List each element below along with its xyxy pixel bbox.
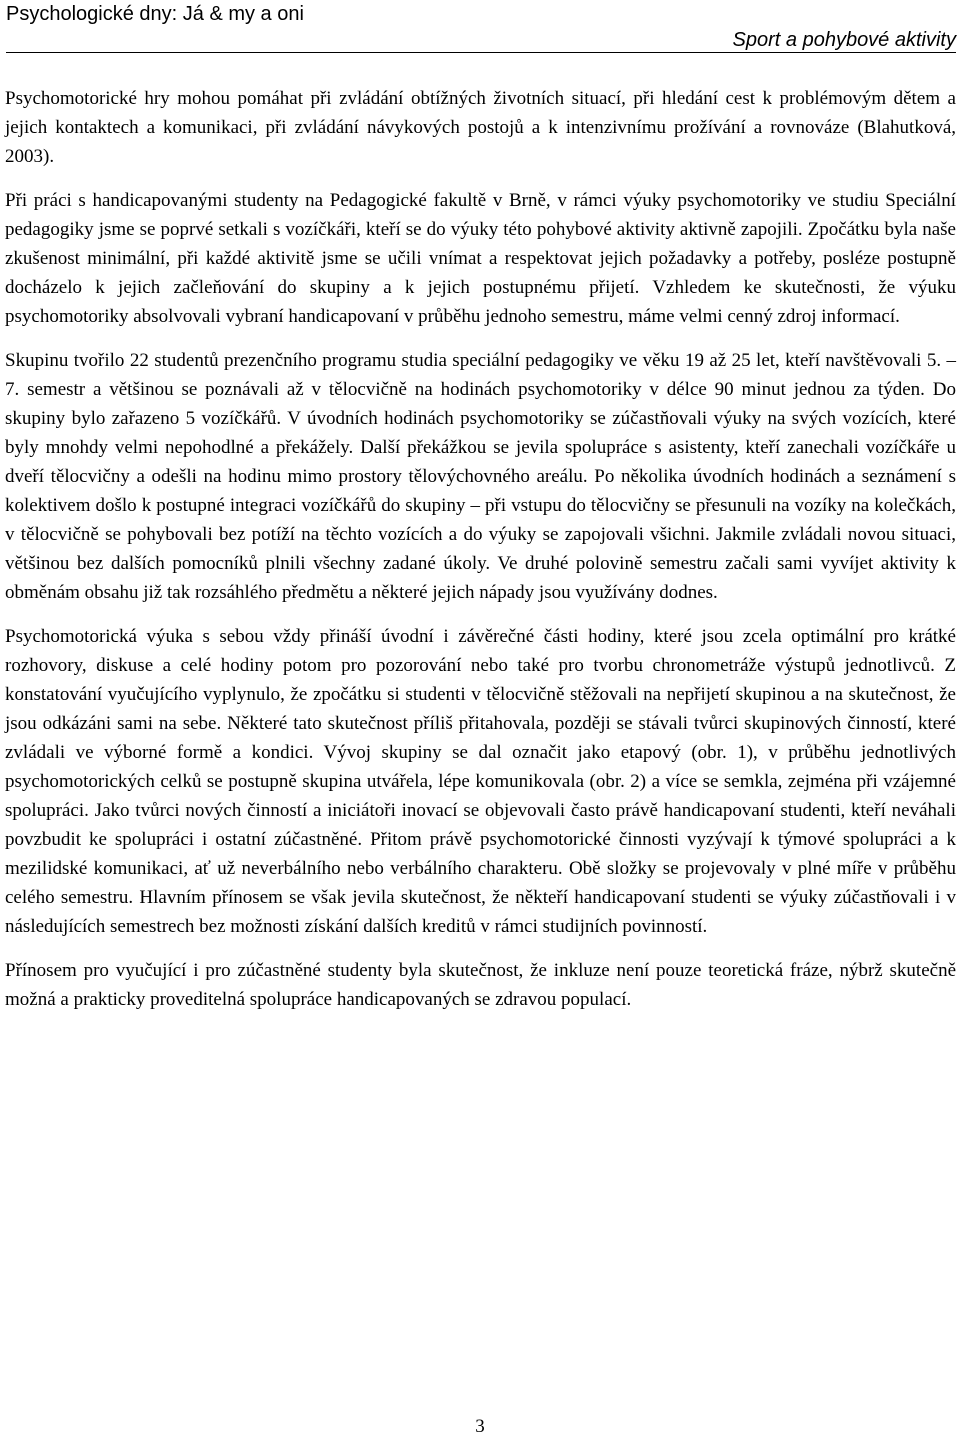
publication-title: Psychologické dny: Já & my a oni [6,3,304,25]
page-number: 3 [475,1416,485,1437]
paragraph-conclusion: Přínosem pro vyučující i pro zúčastněné studenty byla skutečnost, že inkluze není pouze teoretická fráze, nýbrž skutečně možná a prakticky proveditelná spolupráce handicapovaných se zdravou populací. [5,960,956,1010]
paragraph-experience: Při práci s handicapovanými studenty na Pedagogické fakultě v Brně, v rámci výuky psychomotoriky ve studiu Speciální pedagogiky jsme se poprvé setkali s vozíčkáři, kteří se do výuky této pohybové aktivity aktivně zapojili. Zpočátku byla naše zkušenost minimální, při každé aktivitě jsme se učili vnímat a respektovat jejich požadavky a potřeby, posléze postupně docházelo k jejich začleňování do skupiny a k jejich postupnému přijetí. Vzhledem ke skutečnosti, že výuku psychomotoriky absolvovali vybraní handicapovaní v průběhu jednoho semestru, máme velmi cenný zdroj informací. [5,190,956,327]
page-header [6,0,956,53]
paragraph-lessons: Psychomotorická výuka s sebou vždy přináší úvodní i závěrečné části hodiny, které jsou zcela optimální pro krátké rozhovory, diskuse a celé hodiny potom pro pozorování nebo také pro tvorbu chronometráže výstupů jednotlivců. Z konstatování vyučujícího vyplynulo, že zpočátku si studenti v tělocvičně stěžovali na nepřijetí skupinou a na skutečnost, že jsou odkázáni sami na sebe. Některé tato skutečnost příliš přitahovala, později se stávali tvůrci skupinových činností, které zvládali ve výborné formě a kondici. Vývoj skupiny se dal označit jako etapový (obr. 1), v průběhu jednotlivých psychomotorických celků se postupně skupina utvářela, lépe komunikovala (obr. 2) a více se semkla, zejména při vzájemné spolupráci. Jako tvůrci nových činností a iniciátoři inovací se objevovali často právě handicapovaní studenti, kteří neváhali povzbudit ke spolupráci i ostatní zúčastněné. Přitom právě psychomotorické činnosti vyzývají k týmové spolupráci a k mezilidské komunikaci, ať už neverbálního nebo verbálního charakteru. Obě složky se projevovaly v plné míře v průběhu celého semestru. Hlavním přínosem se však jevila skutečnost, že někteří handicapovaní studenti se výuky zúčastňovali i v následujících semestrech bez možnosti získání dalších kreditů v rámci studijních povinností. [5,626,956,937]
section-title: Sport a pohybové aktivity [732,29,956,51]
paragraph-group: Skupinu tvořilo 22 studentů prezenčního programu studia speciální pedagogiky ve věku 19 až 25 let, kteří navštěvovali 5. – 7. semestr a většinou se poznávali až v tělocvičně na hodinách psychomotoriky v délce 90 minut jednou za týden. Do skupiny bylo zařazeno 5 vozíčkářů. V úvodních hodinách psychomotoriky se zúčastňovali výuky na svých vozících, které byly mnohdy velmi nepohodlné a překážely. Další překážkou se jevila spolupráce s asistenty, kteří zanechali vozíčkáře u dveří tělocvičny a odešli na hodinu mimo prostory tělovýchovného areálu. Po několika úvodních hodinách a seznámení s kolektivem došlo k postupné integraci vozíčkářů do skupiny – při vstupu do tělocvičny se přesunuli na vozíky na kolečkách, v tělocvičně se pohybovali bez potíží na těchto vozících a do výuky se zapojovali všichni. Jakmile zvládali novou situaci, většinou bez dalších pomocníků plnili všechny zadané úkoly. Ve druhé polovině semestru začali sami vyvíjet aktivity k obměnám obsahu již tak rozsáhlého předmětu a některé jejich nápady jsou využívány dodnes. [5,350,956,603]
article-body [5,84,956,1029]
paragraph-intro: Psychomotorické hry mohou pomáhat při zvládání obtížných životních situací, při hledání cest k problémovým dětem a jejich kontaktech a komunikaci, při zvládání návykových postojů a k intenzivnímu prožívání a rovnováze (Blahutková, 2003). [5,88,956,167]
